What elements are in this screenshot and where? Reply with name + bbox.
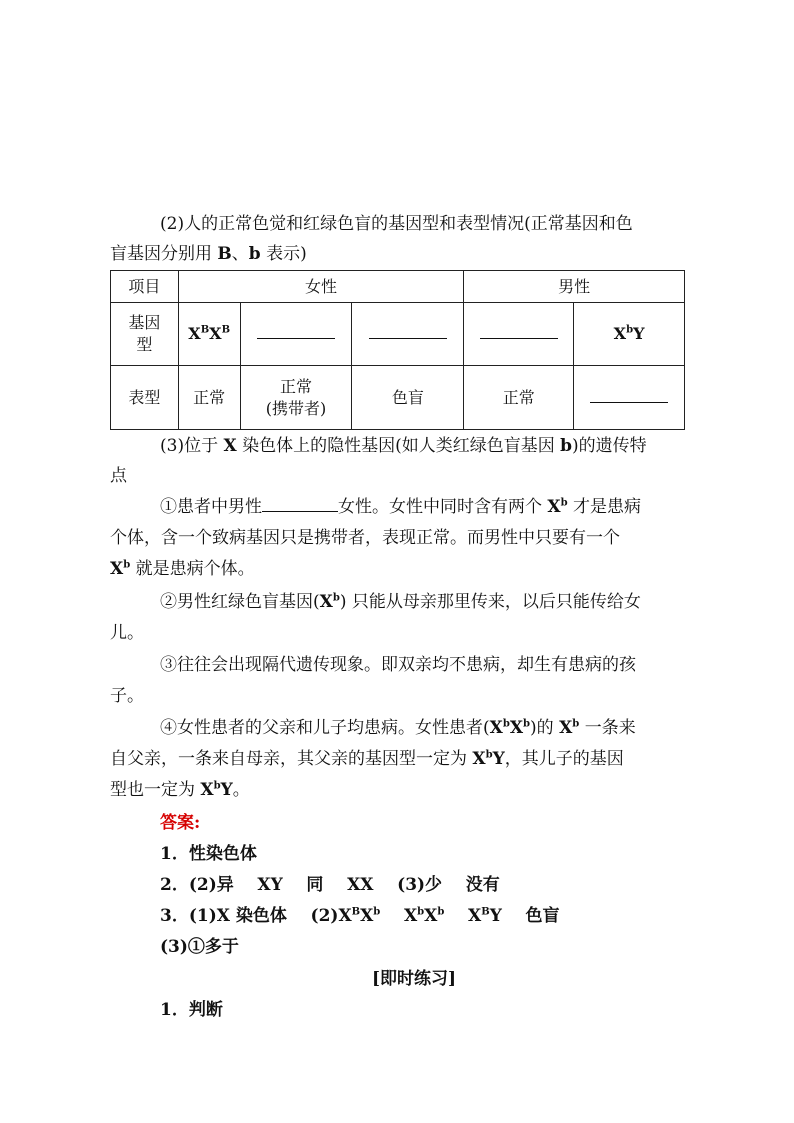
blank-answer-1[interactable]: [262, 497, 338, 512]
point4-line3: 型也一定为 $X^bY$。: [110, 780, 250, 800]
point1-line3: $X^b$ 就是患病个体。: [110, 559, 255, 579]
practice-q1: 1．判断: [160, 1000, 223, 1020]
section2-line1: (2)人的正常色觉和红绿色盲的基因型和表型情况(正常基因和色: [160, 214, 633, 234]
section3-line1: (3)位于 X 染色体上的隐性基因(如人类红绿色盲基因 b)的遗传特: [160, 436, 647, 456]
answer-1: 1．性染色体: [160, 844, 257, 864]
answer-3: 3．(1)X 染色体 $(2)X^BX^b$ $X^bX^b$ $X^BY$ 色盲: [160, 906, 560, 926]
answer-2: 2．(2)异 XY 同 XX (3)少 没有: [160, 875, 500, 895]
cell-blank-male-phenotype[interactable]: [574, 366, 685, 430]
cell-xby: $X^bY$: [574, 303, 685, 366]
point2-line2: 儿。: [110, 623, 144, 643]
row-genotype-head: 基因 型: [111, 303, 179, 366]
point4-line2: 自父亲，一条来自母亲，其父亲的基因型一定为 $X^bY$，其儿子的基因: [110, 749, 624, 769]
cell-blank-female-colorblind-genotype[interactable]: [352, 303, 464, 366]
answer-4: (3)①多于: [160, 937, 239, 957]
cell-normal-1: 正常: [178, 366, 240, 430]
cell-colorblind: 色盲: [352, 366, 464, 430]
header-female: 女性: [178, 271, 464, 303]
point3-line1: ③往往会出现隔代遗传现象。即双亲均不患病，却生有患病的孩: [160, 655, 636, 675]
cell-normal-carrier: 正常 (携带者): [240, 366, 352, 430]
answers-label: 答案:: [160, 813, 201, 833]
row-phenotype-head: 表型: [111, 366, 179, 430]
point3-line2: 子。: [110, 686, 144, 706]
header-male: 男性: [464, 271, 685, 303]
genotype-table: [110, 270, 685, 430]
section3-line2: 点: [110, 466, 127, 486]
cell-blank-female-carrier-genotype[interactable]: [240, 303, 352, 366]
cell-xbxb: $X^BX^B$: [178, 303, 240, 366]
cell-normal-male: 正常: [464, 366, 574, 430]
point1-line2: 个体，含一个致病基因只是携带者，表现正常。而男性中只要有一个: [110, 528, 620, 548]
section2-line2: 盲基因分别用 B、b 表示): [110, 244, 307, 264]
practice-title: [即时练习]: [372, 969, 457, 989]
point4-line1: ④女性患者的父亲和儿子均患病。女性患者$(X^bX^b)$的 $X^b$ 一条来: [160, 718, 636, 738]
cell-blank-male-normal-genotype[interactable]: [464, 303, 574, 366]
header-item: 项目: [111, 271, 179, 303]
point2-line1: ②男性红绿色盲基因$(X^b)$ 只能从母亲那里传来，以后只能传给女: [160, 592, 641, 612]
point1-line1: ①患者中男性 女性。女性中同时含有两个 $X^b$ 才是患病: [160, 497, 642, 517]
